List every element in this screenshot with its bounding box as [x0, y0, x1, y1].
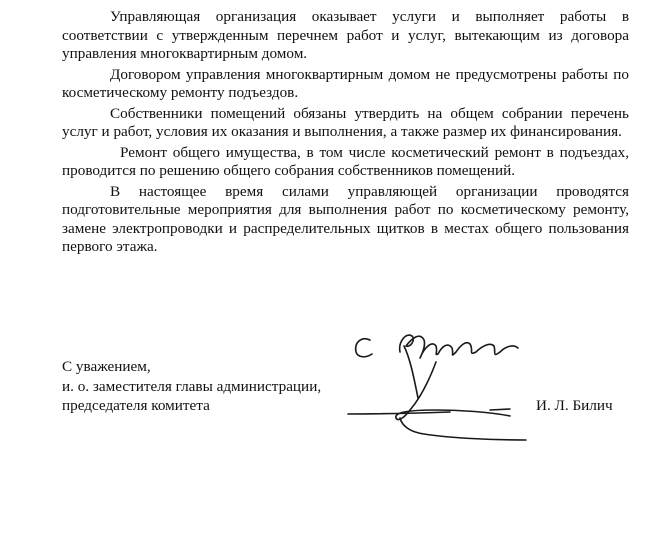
closing-block [62, 357, 321, 416]
closing-salutation: С уважением, [62, 358, 151, 375]
paragraph-2: Договором управления многоквартирным домом не предусмотрены работы по косметическому ремонту подъездов. [62, 65, 629, 101]
paragraph-1: Управляющая организация оказывает услуги и выполняет работы в соответствии с утвержденным перечнем работ и услуг, вытекающим из договора управления многоквартирным домом. [62, 8, 629, 62]
paragraph-3: Собственники помещений обязаны утвердить на общем собрании перечень услуг и работ, условия их оказания и выполнения, а также размер их финансирования. [62, 104, 629, 140]
signer-position-continued: председателя комитета [62, 397, 210, 414]
signer-position: и. о. заместителя главы администрации, [62, 377, 322, 395]
letter-body [62, 8, 629, 257]
paragraph-5: В настоящее время силами управляющей организации проводятся подготовительные мероприятия для выполнения работ по косметическому ремонту, замене электропроводки и распределительных щитков в местах общего пользования первого этажа. [62, 182, 629, 255]
handwritten-signature [340, 318, 540, 448]
paragraph-4: Ремонт общего имущества, в том числе косметический ремонт в подъездах, проводится по решению общего собрания собственников помещений. [62, 143, 629, 179]
signer-name: И. Л. Билич [536, 397, 613, 414]
